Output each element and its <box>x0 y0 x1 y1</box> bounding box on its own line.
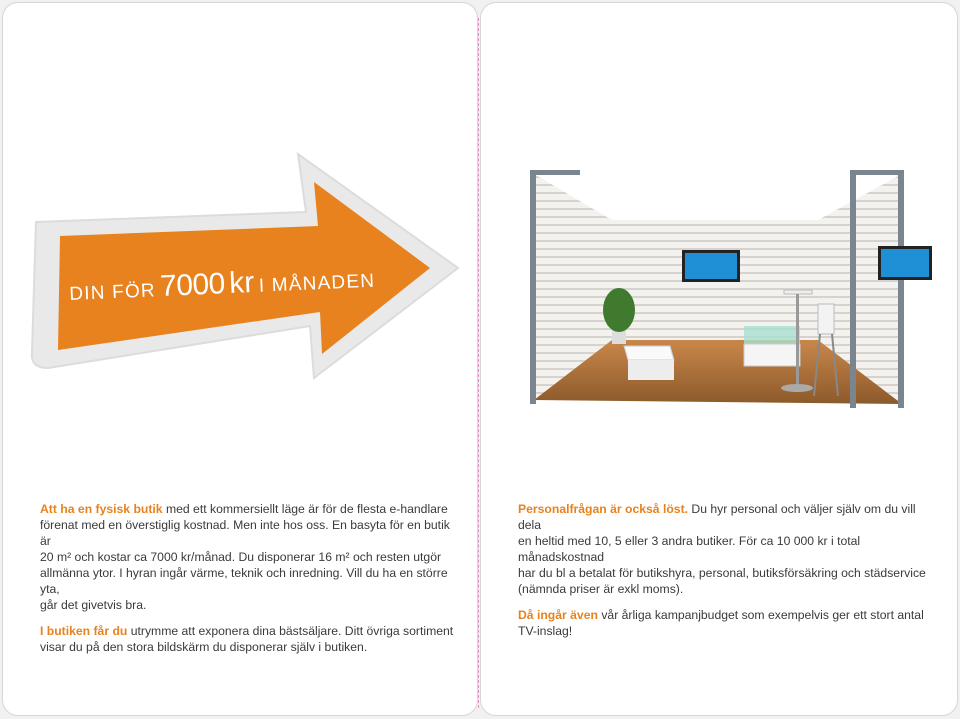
left-p2-lead: I butiken får du <box>40 624 128 638</box>
store-photo <box>528 162 932 410</box>
right-paragraph-2 <box>518 607 938 639</box>
left-p2-line-2: visar du på den stora bildskärm du disponerar själv i butiken. <box>40 640 368 654</box>
right-body-text <box>518 501 938 649</box>
arrow-suffix: I MÅNADEN <box>258 270 376 297</box>
right-p1-line-3: har du bl a betalat för butikshyra, personal, butiksförsäkring och städservice <box>518 566 926 580</box>
right-p2-line-1: vår årliga kampanjbudget som exempelvis ger ett stort antal <box>597 608 924 622</box>
arrow-amount: 7000 <box>159 267 226 304</box>
fold-line <box>478 18 479 708</box>
left-p1-line-4: allmänna ytor. I hyran ingår värme, teknik och inredning. Vill du ha en större yta, <box>40 566 448 596</box>
right-p1-line-4: (nämnda priser är exkl moms). <box>518 582 684 596</box>
left-paragraph-1 <box>40 501 460 613</box>
right-p1-lead: Personalfrågan är också löst. <box>518 502 689 516</box>
arrow-prefix: DIN FÖR <box>68 280 157 306</box>
right-paragraph-1 <box>518 501 938 597</box>
left-p1-lead: Att ha en fysisk butik <box>40 502 163 516</box>
left-p1-line-5: går det givetvis bra. <box>40 598 147 612</box>
left-p1-line-1: med ett kommersiellt läge är för de flesta e-handlare <box>162 502 448 516</box>
arrow-unit: kr <box>228 265 255 301</box>
right-p2-lead: Då ingår även <box>518 608 598 622</box>
right-p2-line-2: TV-inslag! <box>518 624 573 638</box>
left-p2-line-1: utrymme att exponera dina bästsäljare. Ditt övriga sortiment <box>127 624 454 638</box>
left-p1-line-3: 20 m² och kostar ca 7000 kr/månad. Du disponerar 16 m² och resten utgör <box>40 550 442 564</box>
right-p1-line-2: en heltid med 10, 5 eller 3 andra butiker. För ca 10 000 kr i total månadskostnad <box>518 534 861 564</box>
arrow-graphic <box>18 140 468 390</box>
left-paragraph-2 <box>40 623 460 655</box>
left-p1-line-2: förenat med en överstiglig kostnad. Men inte hos oss. En basyta för en butik är <box>40 518 450 548</box>
right-p1-line-1: Du hyr personal och väljer själv om du vill dela <box>518 502 916 532</box>
left-body-text <box>40 501 460 665</box>
